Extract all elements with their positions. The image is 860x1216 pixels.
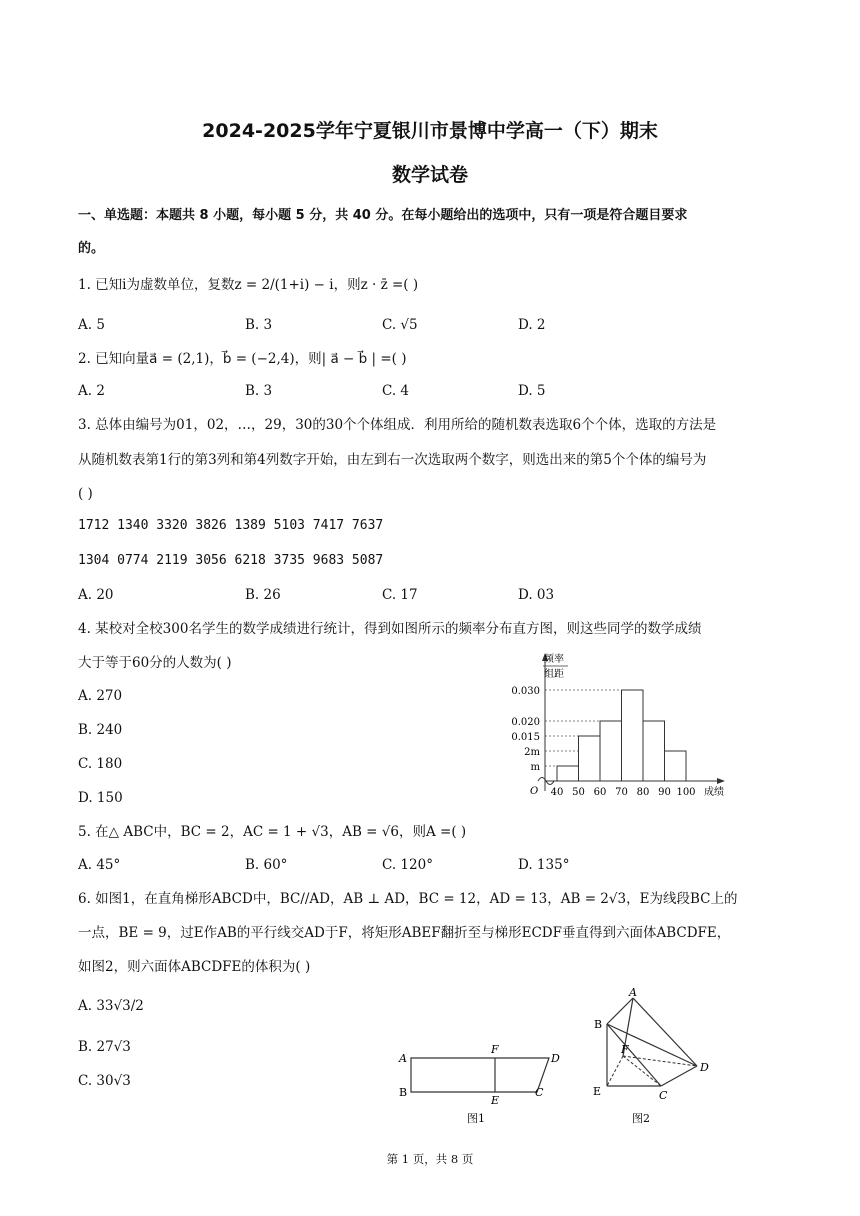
question-4-line1: 4. 某校对全校300名学生的数学成绩进行统计，得到如图所示的频率分布直方图，则这些同学的数学成绩	[78, 621, 702, 637]
q6-option-c: C. 30√3	[78, 1073, 131, 1089]
label-c: C	[535, 1086, 544, 1099]
q1-option-a: A. 5	[78, 317, 105, 333]
q1-option-d: D. 2	[518, 317, 546, 333]
section-header-cont: 的。	[78, 241, 105, 256]
x-tick-40: 40	[550, 787, 564, 798]
q5-option-b: B. 60°	[245, 857, 288, 873]
question-6-line3: 如图2，则六面体ABCDFE的体积为( )	[78, 959, 311, 975]
question-5-stem: 5. 在△ ABC中，BC = 2，AC = 1 + √3，AB = √6，则A =( )	[78, 824, 467, 840]
q4-option-a: A. 270	[78, 688, 123, 704]
q3-option-d: D. 03	[518, 587, 555, 603]
q2-option-d: D. 5	[518, 383, 546, 399]
label-a: A	[399, 1052, 407, 1065]
label-a: A	[629, 988, 637, 999]
question-3-line1: 3. 总体由编号为01，02，…，29，30的30个个体组成．利用所给的随机数表选取6个个体，选取的方法是	[78, 417, 717, 433]
question-3-line3: ( )	[78, 486, 93, 502]
y-tick-0.020: 0.020	[511, 717, 540, 728]
edge-cd	[661, 1066, 697, 1086]
bar-50-60	[579, 736, 601, 781]
q2-option-c: C. 4	[382, 383, 410, 399]
figure-2-caption: 图2	[632, 1112, 650, 1125]
q3-option-a: A. 20	[78, 587, 114, 603]
q3-option-c: C. 17	[382, 587, 418, 603]
label-d: D	[700, 1061, 709, 1074]
question-6-line2: 一点，BE = 9，过E作AB的平行线交AD于F，将矩形ABEF翻折至与梯形ECDF垂直得到六面体ABCDFE，	[78, 925, 731, 941]
random-table-row-2: 1304 0774 2119 3056 6218 3735 9683 5087	[78, 553, 384, 568]
x-tick-80: 80	[636, 787, 650, 798]
y-axis-label-bottom: 组距	[544, 669, 564, 680]
figure-1-trapezoid	[395, 1040, 570, 1128]
x-tick-90: 90	[658, 787, 671, 798]
x-tick-100: 100	[676, 787, 696, 798]
section-header: 一、单选题：本题共 8 小题，每小题 5 分，共 40 分。在每小题给出的选项中，只有一项是符合题目要求	[78, 208, 688, 223]
question-4-line2: 大于等于60分的人数为( )	[78, 655, 232, 671]
x-tick-70: 70	[615, 787, 628, 798]
q5-option-c: C. 120°	[382, 857, 433, 873]
q4-option-d: D. 150	[78, 790, 123, 806]
question-3-line2: 从随机数表第1行的第3列和第4列数字开始，由左到右一次选取两个数字，则选出来的第5个个体的编号为	[78, 452, 707, 468]
x-tick-60: 60	[593, 787, 607, 798]
label-e: E	[491, 1094, 500, 1107]
q4-option-b: B. 240	[78, 722, 123, 738]
figure-2-hexahedron	[585, 988, 720, 1128]
x-tick-50: 50	[572, 787, 585, 798]
y-tick-m: m	[530, 762, 540, 773]
page-title: 2024-2025学年宁夏银川市景博中学高一（下）期末	[202, 120, 658, 142]
q6-option-b: B. 27√3	[78, 1039, 131, 1055]
question-1-stem: 1. 已知i为虚数单位，复数z = 2/(1+i) − i，则z · z̄ =( )	[78, 277, 419, 293]
q4-option-c: C. 180	[78, 756, 123, 772]
y-tick-0.015: 0.015	[511, 732, 540, 743]
bar-80-90	[643, 721, 665, 781]
edge-ad	[633, 998, 697, 1066]
question-2-stem: 2. 已知向量a⃗ = (2,1)，b⃗ = (−2,4)，则| a⃗ − b⃗ | =( )	[78, 351, 407, 367]
trapezoid-abcd	[411, 1058, 549, 1092]
y-tick-0.030: 0.030	[511, 686, 540, 697]
label-f: F	[621, 1043, 629, 1056]
q1-option-b: B. 3	[245, 317, 273, 333]
x-axis-label: 成绩	[704, 787, 724, 798]
q3-option-b: B. 26	[245, 587, 281, 603]
label-d: D	[551, 1052, 560, 1065]
q5-option-a: A. 45°	[78, 857, 121, 873]
label-b: B	[594, 1018, 603, 1031]
x-axis-arrow	[717, 778, 725, 784]
bar-90-100	[665, 751, 687, 781]
question-6-line1: 6. 如图1，在直角梯形ABCD中，BC//AD，AB ⊥ AD，BC = 12，AD = 13，AB = 2√3，E为线段BC上的	[78, 891, 738, 907]
q2-option-a: A. 2	[78, 383, 105, 399]
y-tick-2m: 2m	[524, 747, 540, 758]
q1-option-c: C. √5	[382, 317, 418, 333]
q5-option-d: D. 135°	[518, 857, 570, 873]
label-e: E	[593, 1085, 602, 1098]
bar-40-50	[557, 766, 579, 781]
page-footer: 第 1 页，共 8 页	[386, 1152, 474, 1166]
origin-label: O	[530, 786, 539, 797]
q2-option-b: B. 3	[245, 383, 273, 399]
label-c: C	[659, 1089, 668, 1102]
label-b: B	[399, 1086, 408, 1099]
page-subtitle: 数学试卷	[391, 164, 468, 186]
q6-option-a: A. 33√3/2	[78, 998, 144, 1014]
random-table-row-1: 1712 1340 3320 3826 1389 5103 7417 7637	[78, 518, 384, 533]
figure-1-caption: 图1	[467, 1112, 485, 1125]
y-axis-label-top: 频率	[544, 654, 564, 665]
edge-fe	[607, 1056, 623, 1086]
bar-70-80	[622, 690, 644, 781]
edge-bc	[607, 1024, 661, 1086]
bar-60-70	[600, 721, 622, 781]
label-f: F	[491, 1043, 499, 1056]
frequency-histogram	[500, 648, 740, 803]
